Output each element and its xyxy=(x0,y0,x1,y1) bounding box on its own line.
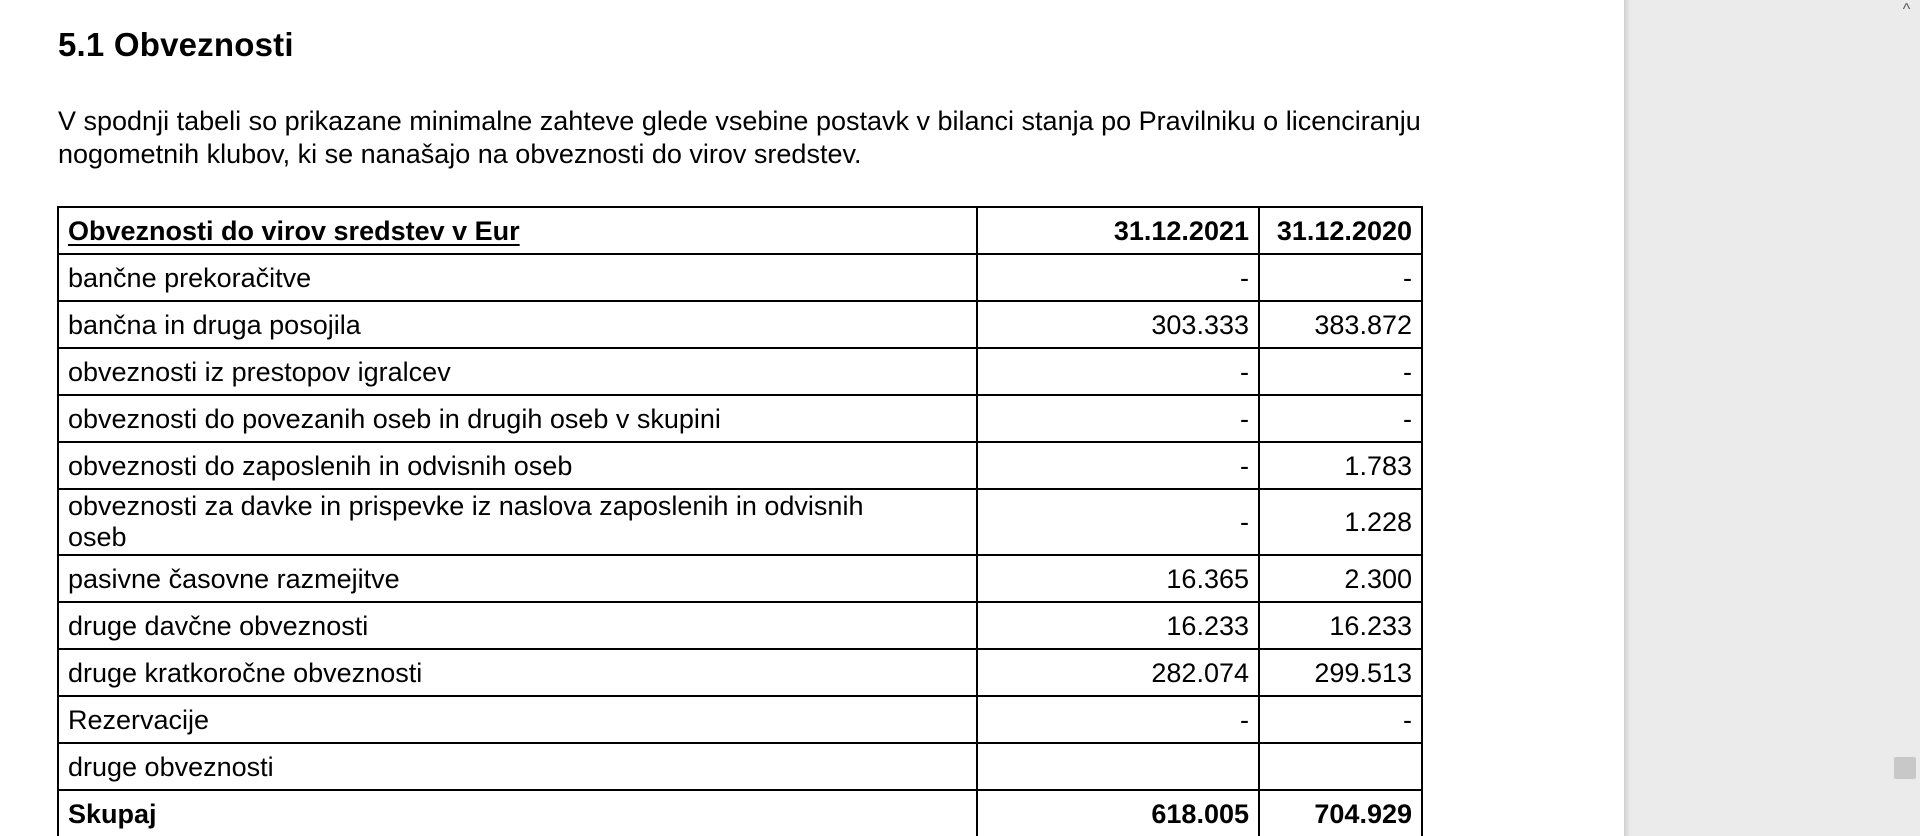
row-value-2021: - xyxy=(977,348,1259,395)
row-value-2021: 303.333 xyxy=(977,301,1259,348)
row-value-2021: 16.233 xyxy=(977,602,1259,649)
row-value-2021: - xyxy=(977,395,1259,442)
row-value-2020: - xyxy=(1259,696,1422,743)
table-row xyxy=(58,442,1422,489)
chevron-up-icon[interactable]: ^ xyxy=(1902,1,1911,18)
row-label-line-1: obveznosti za davke in prispevke iz naslova zaposlenih in odvisnih xyxy=(68,491,864,521)
table-row xyxy=(58,395,1422,442)
row-value-2021: - xyxy=(977,442,1259,489)
row-value-2020: 2.300 xyxy=(1259,555,1422,602)
row-value-2020 xyxy=(1259,743,1422,790)
intro-line-2: nogometnih klubov, ki se nanašajo na obveznosti do virov sredstev. xyxy=(58,139,862,169)
table-header-row xyxy=(58,207,1422,254)
row-value-2020: - xyxy=(1259,348,1422,395)
row-value-2020: 383.872 xyxy=(1259,301,1422,348)
table-row xyxy=(58,254,1422,301)
row-label: obveznosti do povezanih oseb in drugih oseb v skupini xyxy=(58,395,977,442)
table-row xyxy=(58,348,1422,395)
table-row xyxy=(58,301,1422,348)
row-value-2021: - xyxy=(977,696,1259,743)
table-row xyxy=(58,696,1422,743)
row-value-2021: 282.074 xyxy=(977,649,1259,696)
vertical-scrollbar[interactable] xyxy=(1893,0,1920,836)
row-value-2021: - xyxy=(977,254,1259,301)
scrollbar-thumb[interactable] xyxy=(1894,757,1916,779)
section-heading: 5.1 Obveznosti xyxy=(58,26,294,63)
row-value-2021: 16.365 xyxy=(977,555,1259,602)
row-value-2020: 16.233 xyxy=(1259,602,1422,649)
row-label: druge kratkoročne obveznosti xyxy=(58,649,977,696)
total-value-2020: 704.929 xyxy=(1259,790,1422,836)
header-2020: 31.12.2020 xyxy=(1259,207,1422,254)
row-value-2020: 1.228 xyxy=(1259,489,1422,555)
row-label: druge davčne obveznosti xyxy=(58,602,977,649)
header-2021: 31.12.2021 xyxy=(977,207,1259,254)
row-value-2021 xyxy=(977,743,1259,790)
row-value-2020: - xyxy=(1259,395,1422,442)
row-label: Rezervacije xyxy=(58,696,977,743)
page-edge-shadow xyxy=(1624,0,1630,836)
header-label: Obveznosti do virov sredstev v Eur xyxy=(68,215,520,246)
row-value-2021: - xyxy=(977,489,1259,555)
row-value-2020: - xyxy=(1259,254,1422,301)
total-label: Skupaj xyxy=(58,790,977,836)
row-label: bančna in druga posojila xyxy=(58,301,977,348)
liabilities-table xyxy=(57,206,1423,836)
row-label: obveznosti iz prestopov igralcev xyxy=(58,348,977,395)
row-value-2020: 1.783 xyxy=(1259,442,1422,489)
table-row xyxy=(58,489,1422,555)
row-label: obveznosti do zaposlenih in odvisnih oseb xyxy=(58,442,977,489)
row-label: druge obveznosti xyxy=(58,743,977,790)
table-row xyxy=(58,649,1422,696)
row-label: bančne prekoračitve xyxy=(58,254,977,301)
total-value-2021: 618.005 xyxy=(977,790,1259,836)
table-row xyxy=(58,602,1422,649)
row-label xyxy=(58,489,977,555)
intro-line-1: V spodnji tabeli so prikazane minimalne zahteve glede vsebine postavk v bilanci stanja po Pravilniku o licenciranju xyxy=(58,106,1421,136)
table-total-row xyxy=(58,790,1422,836)
row-value-2020: 299.513 xyxy=(1259,649,1422,696)
intro-paragraph xyxy=(58,105,1578,171)
table-row xyxy=(58,743,1422,790)
table-row xyxy=(58,555,1422,602)
row-label-line-2: oseb xyxy=(68,522,127,552)
header-label-cell xyxy=(58,207,977,254)
row-label: pasivne časovne razmejitve xyxy=(58,555,977,602)
